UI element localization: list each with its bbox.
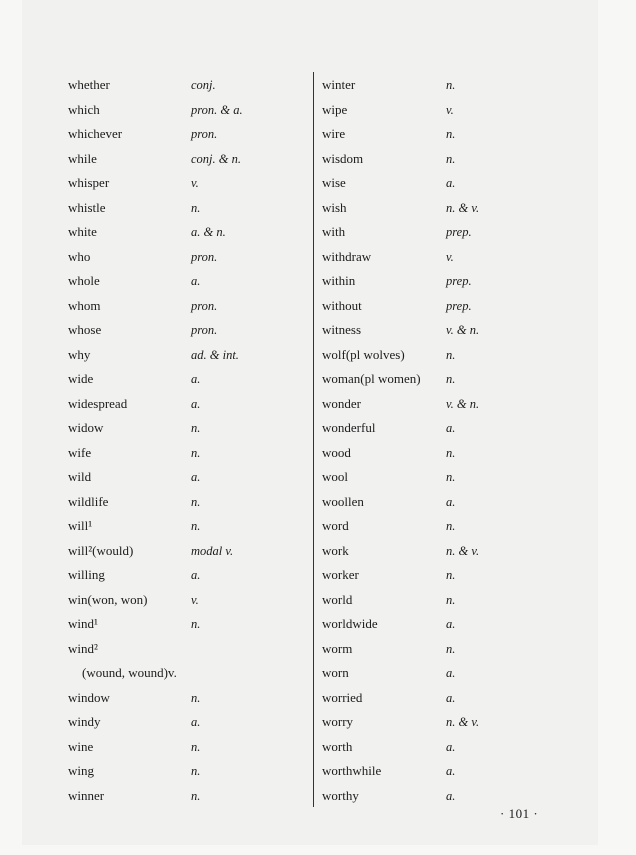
headword: wolf(pl wolves): [322, 346, 405, 362]
part-of-speech: n.: [446, 347, 456, 362]
part-of-speech: pron. & a.: [191, 102, 243, 117]
headword: worried: [322, 689, 363, 705]
part-of-speech: n.: [191, 788, 201, 803]
headword: wool: [322, 469, 348, 484]
headword: wise: [322, 175, 346, 190]
part-of-speech: v.: [446, 249, 454, 264]
part-of-speech: n.: [191, 690, 201, 705]
headword: wine: [68, 738, 94, 754]
part-of-speech: n.: [191, 519, 201, 533]
part-of-speech: v. & n.: [446, 323, 480, 337]
headword: window: [68, 689, 110, 705]
headword: widow: [68, 420, 104, 435]
part-of-speech: pron.: [191, 298, 218, 313]
headword: winter: [322, 77, 356, 92]
headword: will¹: [68, 518, 93, 533]
headword: wonderful: [322, 420, 376, 435]
part-of-speech: v.: [446, 102, 454, 117]
headword: who: [68, 248, 91, 264]
part-of-speech: n.: [446, 519, 456, 533]
headword: white: [68, 224, 97, 239]
part-of-speech: n.: [446, 641, 456, 656]
headword: willing: [68, 567, 105, 582]
column-divider: [313, 72, 314, 807]
headword: worker: [322, 567, 359, 582]
headword: withdraw: [322, 248, 372, 264]
part-of-speech: n.: [446, 592, 456, 607]
part-of-speech: v. & n.: [446, 396, 480, 411]
headword: worthy: [322, 787, 359, 803]
part-of-speech: a.: [446, 666, 456, 680]
part-of-speech: a.: [446, 617, 456, 631]
part-of-speech: prep.: [446, 225, 472, 239]
headword: wide: [68, 371, 94, 386]
headword: wisdom: [322, 150, 364, 166]
part-of-speech: ad. & int.: [191, 347, 239, 362]
part-of-speech: n.: [446, 78, 456, 92]
part-of-speech: n.: [446, 568, 456, 582]
headword: world: [322, 591, 353, 607]
page-number: · 101 ·: [500, 806, 539, 821]
part-of-speech: n.: [191, 421, 201, 435]
part-of-speech: n. & v.: [446, 543, 480, 558]
headword: wildlife: [68, 493, 109, 509]
headword: wipe: [322, 101, 348, 117]
headword: within: [322, 273, 356, 288]
part-of-speech: n.: [446, 372, 456, 386]
headword: wish: [322, 199, 347, 215]
part-of-speech: n.: [191, 617, 201, 631]
headword: worn: [322, 665, 349, 680]
headword: wild: [68, 469, 92, 484]
part-of-speech: n.: [191, 445, 201, 460]
part-of-speech: a.: [446, 739, 456, 754]
part-of-speech: a.: [446, 176, 456, 190]
headword: windy: [68, 714, 101, 729]
part-of-speech: a. & n.: [191, 225, 226, 239]
part-of-speech: pron.: [191, 127, 218, 141]
headword: worry: [322, 714, 354, 729]
part-of-speech: a.: [191, 396, 201, 411]
part-of-speech: n. & v.: [446, 715, 480, 729]
part-of-speech: a.: [446, 764, 456, 778]
part-of-speech: n.: [191, 200, 201, 215]
headword: with: [322, 224, 346, 239]
part-of-speech: a.: [191, 470, 201, 484]
headword: whistle: [68, 199, 106, 215]
part-of-speech: a.: [191, 274, 201, 288]
headword: worth: [322, 738, 353, 754]
part-of-speech: v.: [191, 592, 199, 607]
headword: wind²: [68, 640, 98, 656]
headword: which: [68, 101, 100, 117]
part-of-speech: a.: [446, 788, 456, 803]
headword: wife: [68, 444, 92, 460]
part-of-speech: prep.: [446, 298, 472, 313]
part-of-speech: n.: [191, 764, 201, 778]
headword: without: [322, 297, 362, 313]
headword: whom: [68, 297, 101, 313]
headword: work: [322, 542, 349, 558]
part-of-speech: pron.: [191, 249, 218, 264]
part-of-speech: n. & v.: [446, 200, 480, 215]
headword: word: [322, 518, 349, 533]
headword: worm: [322, 640, 353, 656]
headword: wind¹: [68, 616, 98, 631]
part-of-speech: a.: [446, 494, 456, 509]
headword: worldwide: [322, 616, 378, 631]
part-of-speech: pron.: [191, 323, 218, 337]
headword: widespread: [68, 395, 128, 411]
headword: woollen: [322, 493, 364, 509]
headword: whichever: [68, 126, 123, 141]
headword: why: [68, 346, 91, 362]
part-of-speech: a.: [191, 715, 201, 729]
part-of-speech: prep.: [446, 274, 472, 288]
part-of-speech: n.: [446, 127, 456, 141]
headword: while: [68, 150, 97, 166]
part-of-speech: modal v.: [191, 543, 234, 558]
headword: whole: [68, 273, 100, 288]
part-of-speech: n.: [191, 494, 201, 509]
part-of-speech: n.: [191, 739, 201, 754]
headword: whose: [68, 322, 102, 337]
headword: wing: [68, 763, 94, 778]
part-of-speech: conj.: [191, 78, 216, 92]
part-of-speech: a.: [191, 372, 201, 386]
headword: whether: [68, 77, 110, 92]
headword: (wound, wound)v.: [82, 665, 177, 680]
part-of-speech: n.: [446, 151, 456, 166]
headword: wonder: [322, 395, 361, 411]
headword: wood: [322, 444, 351, 460]
headword: witness: [322, 322, 361, 337]
headword: woman(pl women): [322, 371, 421, 386]
part-of-speech: n.: [446, 470, 456, 484]
part-of-speech: a.: [446, 690, 456, 705]
headword: win(won, won): [68, 591, 148, 607]
part-of-speech: a.: [446, 421, 456, 435]
headword: whisper: [68, 175, 110, 190]
headword: worthwhile: [322, 763, 382, 778]
headword: winner: [68, 787, 105, 803]
part-of-speech: n.: [446, 445, 456, 460]
headword: will²(would): [68, 542, 134, 558]
part-of-speech: conj. & n.: [191, 151, 241, 166]
headword: wire: [322, 126, 346, 141]
part-of-speech: v.: [191, 176, 199, 190]
part-of-speech: a.: [191, 568, 201, 582]
